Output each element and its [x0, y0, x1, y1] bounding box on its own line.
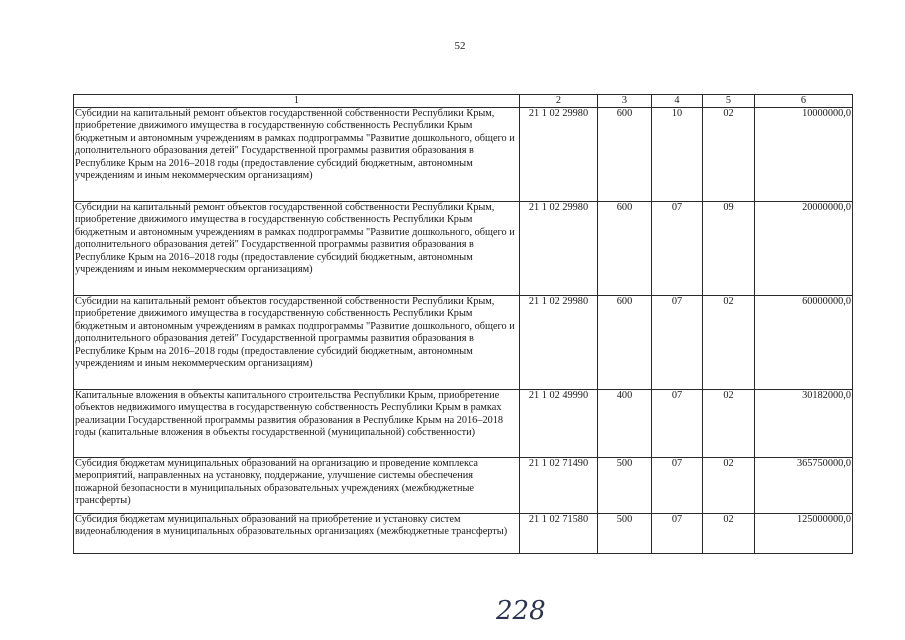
row-section: 10 [652, 108, 703, 202]
row-subsection: 02 [703, 108, 755, 202]
row-subsection: 02 [703, 390, 755, 458]
row-subsection: 09 [703, 202, 755, 296]
column-header: 4 [652, 95, 703, 108]
column-header: 6 [755, 95, 853, 108]
row-section: 07 [652, 296, 703, 390]
row-type: 600 [598, 108, 652, 202]
row-amount: 365750000,0 [755, 458, 853, 514]
row-section: 07 [652, 390, 703, 458]
column-header: 5 [703, 95, 755, 108]
row-section: 07 [652, 458, 703, 514]
row-description: Субсидия бюджетам муниципальных образований на организацию и проведение комплекса мероприятий, направленных на установку, поддержание, улучшение системы обеспечения пожарной безопасности в муниципальных образовательных учреждениях (межбюджетные трансферты) [74, 458, 520, 514]
table-row [74, 514, 853, 554]
row-code: 21 1 02 29980 [520, 202, 598, 296]
row-type: 600 [598, 296, 652, 390]
row-description: Капитальные вложения в объекты капитального строительства Республики Крым, приобретение объектов недвижимого имущества в государственную собственность Республики Крым в рамках реализации Государственной программы развития образования в Республике Крым на 2016–2018 годы (капитальные вложения в объекты государственной (муниципальной) собственности) [74, 390, 520, 458]
row-amount: 125000000,0 [755, 514, 853, 554]
row-description: Субсидия бюджетам муниципальных образований на приобретение и установку систем видеонаблюдения в муниципальных образовательных организациях (межбюджетные трансферты) [74, 514, 520, 554]
table-row [74, 458, 853, 514]
row-type: 500 [598, 514, 652, 554]
table-row [74, 390, 853, 458]
row-description: Субсидии на капитальный ремонт объектов государственной собственности Республики Крым, приобретение движимого имущества в государственную собственность Республики Крым бюджетным и автономным учреждениям в рамках подпрограммы "Развитие дошкольного, общего и дополнительного образования детей" Государственной программы развития образования в Республике Крым на 2016–2018 годы (предоставление субсидий бюджетным, автономным учреждениям и иным некоммерческим организациям) [74, 202, 520, 296]
row-subsection: 02 [703, 514, 755, 554]
row-type: 600 [598, 202, 652, 296]
row-code: 21 1 02 71580 [520, 514, 598, 554]
handwritten-note [490, 592, 560, 626]
column-header: 1 [74, 95, 520, 108]
handwritten-note-text: 228 [496, 596, 546, 626]
row-description: Субсидии на капитальный ремонт объектов государственной собственности Республики Крым, приобретение движимого имущества в государственную собственность Республики Крым бюджетным и автономным учреждениям в рамках подпрограммы "Развитие дошкольного, общего и дополнительного образования детей" Государственной программы развития образования в Республике Крым на 2016–2018 годы (предоставление субсидий бюджетным, автономным учреждениям и иным некоммерческим организациям) [74, 296, 520, 390]
row-section: 07 [652, 514, 703, 554]
row-code: 21 1 02 71490 [520, 458, 598, 514]
row-type: 400 [598, 390, 652, 458]
row-amount: 60000000,0 [755, 296, 853, 390]
row-type: 500 [598, 458, 652, 514]
row-code: 21 1 02 29980 [520, 296, 598, 390]
table-header-row [74, 95, 853, 108]
table-row [74, 296, 853, 390]
row-amount: 30182000,0 [755, 390, 853, 458]
page-number: 52 [454, 40, 466, 52]
row-description: Субсидии на капитальный ремонт объектов государственной собственности Республики Крым, приобретение движимого имущества в государственную собственность Республики Крым бюджетным и автономным учреждениям в рамках подпрограммы "Развитие дошкольного, общего и дополнительного образования детей" Государственной программы развития образования в Республике Крым на 2016–2018 годы (предоставление субсидий бюджетным, автономным учреждениям и иным некоммерческим организациям) [74, 108, 520, 202]
row-section: 07 [652, 202, 703, 296]
table-row [74, 202, 853, 296]
row-amount: 20000000,0 [755, 202, 853, 296]
table-row [74, 108, 853, 202]
row-subsection: 02 [703, 296, 755, 390]
column-header: 3 [598, 95, 652, 108]
row-subsection: 02 [703, 458, 755, 514]
row-amount: 10000000,0 [755, 108, 853, 202]
budget-table [73, 94, 853, 554]
row-code: 21 1 02 49990 [520, 390, 598, 458]
column-header: 2 [520, 95, 598, 108]
row-code: 21 1 02 29980 [520, 108, 598, 202]
